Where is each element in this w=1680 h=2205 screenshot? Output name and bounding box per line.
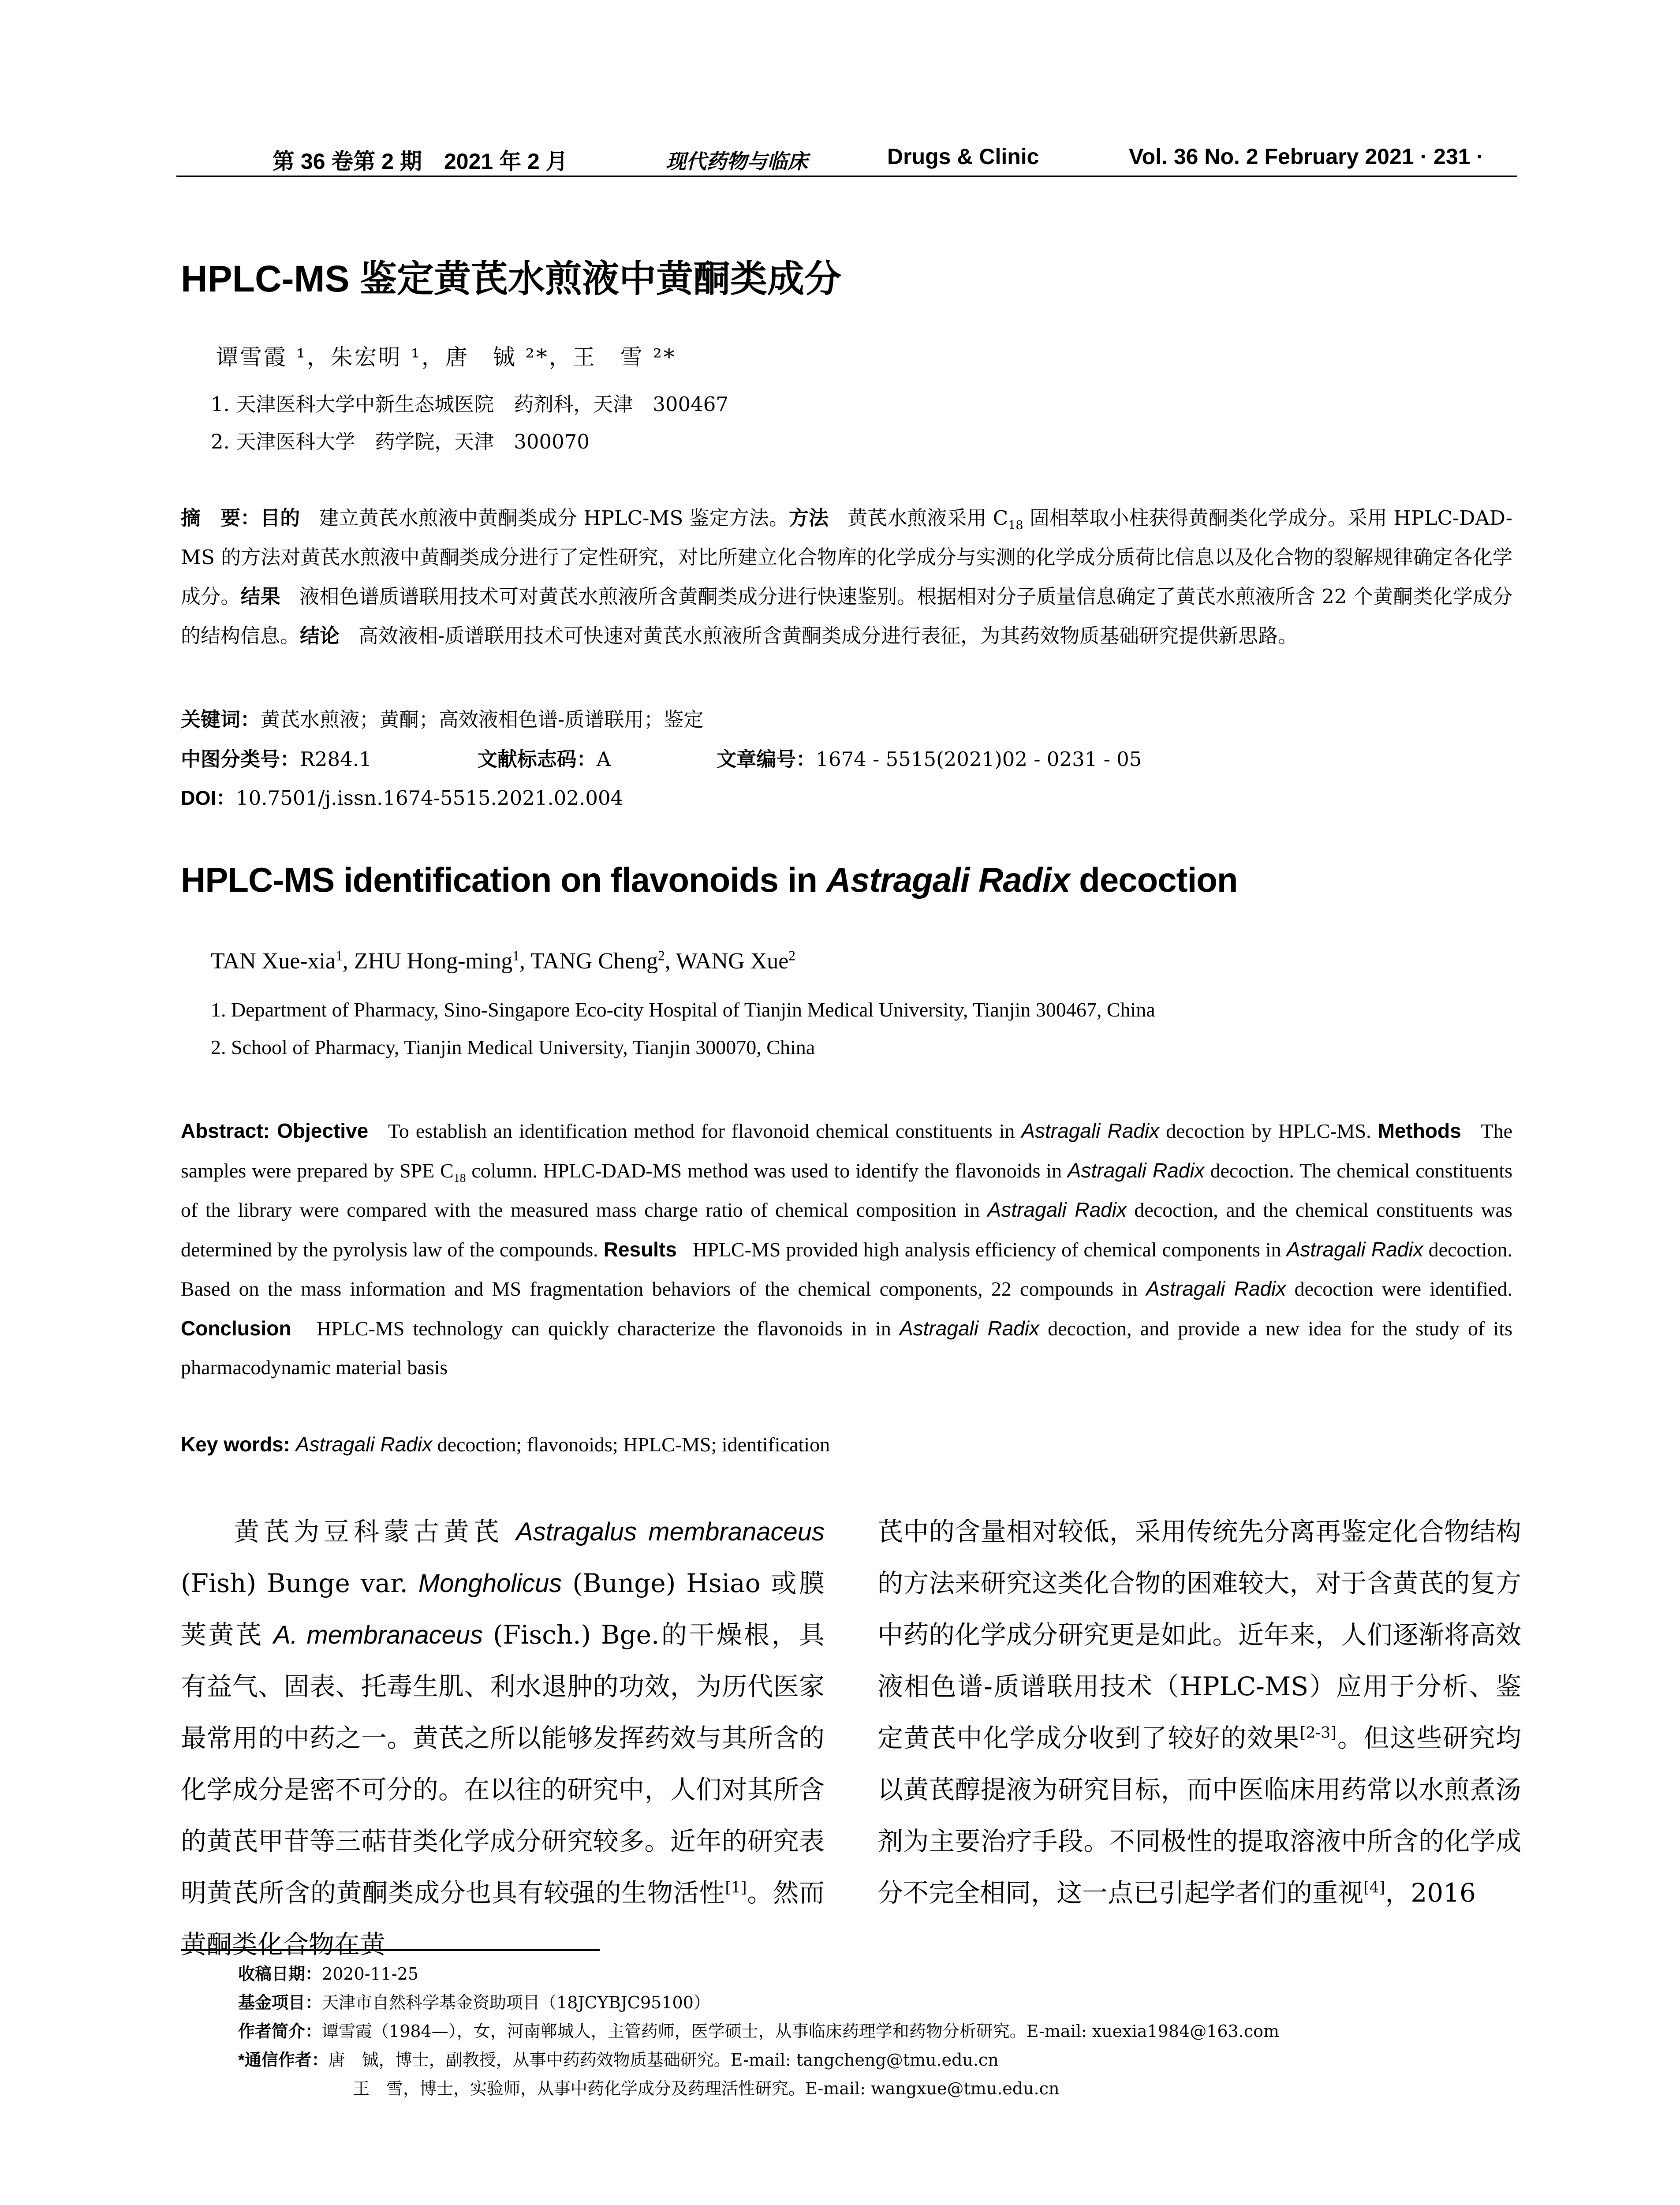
title-en-before: HPLC-MS identification on flavonoids in	[181, 860, 826, 899]
abstract-cn-label: 摘 要：	[181, 507, 261, 529]
results-en-text-c: decoction were identified.	[1286, 1278, 1512, 1300]
body-left-a: 黄芪为豆科蒙古黄芪	[234, 1517, 516, 1547]
footnote-received	[238, 1960, 418, 1984]
keywords-en-label: Key words:	[181, 1433, 296, 1456]
body-column-right	[877, 1506, 1521, 1919]
citation-2-3: [2-3]	[1299, 1724, 1337, 1742]
header-journal-cn: 现代药物与临床	[666, 149, 808, 173]
citation-1: [1]	[725, 1879, 747, 1897]
doi-value: 10.7501/j.issn.1674-5515.2021.02.004	[236, 786, 623, 810]
keywords-en-text: decoction; flavonoids; HPLC-MS; identification	[432, 1433, 830, 1456]
body-right-c: ，2016	[1385, 1878, 1476, 1908]
author-sep: ,	[519, 949, 531, 974]
header-journal-en: Drugs & Clinic	[887, 144, 1039, 169]
objective-en-label: Objective	[277, 1119, 369, 1142]
affiliation-en-1: 1. Department of Pharmacy, Sino-Singapore Eco-city Hospital of Tianjin Medical University, Tianjin 300467, China	[211, 998, 1155, 1021]
corresponding-label: *通信作者：	[238, 2051, 329, 2070]
clc-label: 中图分类号：	[181, 748, 300, 770]
author-en-2-sup: 1	[512, 948, 520, 964]
results-text: 液相色谱质谱联用技术可对黄芪水煎液所含黄酮类成分进行快速鉴别。根据相对分子质量信息确定了黄芪水煎液所含 22 个黄酮类化学成分的结构信息。	[181, 585, 1512, 647]
methods-text-b: 固相萃取小柱获得黄酮类化学成分。采用 HPLC-DAD-MS 的方法对黄芪水煎液中黄酮类成分进行了定性研究，对比所建立化合物库的化学成分与实测的化学成分质荷比信息以及化合物的裂解规律确定各化学成分。	[181, 506, 1512, 608]
herb-name: Astragali Radix	[1067, 1159, 1205, 1182]
methods-en-text-b: column. HPLC-DAD-MS method was used to identify the flavonoids in	[466, 1159, 1068, 1182]
body-left-b: (Fish) Bunge var.	[181, 1568, 418, 1598]
received-date: 2020-11-25	[322, 1964, 419, 1984]
methods-text-a: 黄芪水煎液采用 C	[847, 506, 1008, 530]
author-sep: ,	[665, 949, 676, 974]
author-bio-text: 谭雪霞（1984—），女，河南郸城人，主管药师，医学硕士，从事临床药理学和药物分析研究。E-mail: xuexia1984@163.com	[322, 2022, 1280, 2041]
conclusion-en-label: Conclusion	[181, 1316, 291, 1340]
herb-name: Astragali Radix	[900, 1316, 1040, 1340]
objective-en-text-b: decoction by HPLC-MS.	[1159, 1120, 1378, 1142]
keywords-en	[181, 1432, 830, 1456]
keywords-cn	[181, 703, 703, 732]
footnote-corresponding-2: 王 雪，博士，实验师，从事中药化学成分及药理活性研究。E-mail: wangxue@tmu.edu.cn	[353, 2079, 1060, 2098]
methods-en-text-a: The samples were prepared by SPE C	[181, 1120, 1512, 1182]
keywords-en-herb: Astragali Radix	[295, 1433, 433, 1456]
body-left-d: (Fisch.) Bge.的干燥根，具有益气、固表、托毒生肌、利水退肿的功效，为历代医家最常用的中药之一。黄芪之所以能够发挥药效与其所含的化学成分是密不可分的。在以往的研究中，人们对其所含的黄芪甲苷等三萜苷类化学成分研究较多。近年的研究表明黄芪所含的黄酮类成分也具有较强的生物活性	[181, 1620, 825, 1908]
header-volume: Vol. 36 No. 2 February 2021 · 231 ·	[1129, 144, 1484, 169]
clc-value: R284.1	[300, 747, 372, 771]
received-label: 收稿日期：	[238, 1965, 322, 1984]
author-en-3: TANG Cheng	[530, 949, 658, 974]
abstract-cn	[181, 498, 1512, 655]
footnote-author	[238, 2018, 1279, 2042]
results-en-text-b: decoction. Based on the mass information and MS fragmentation behaviors of the chemical components, 22 compounds in	[181, 1238, 1512, 1300]
abstract-en-label: Abstract:	[181, 1119, 277, 1142]
author-en-2: ZHU Hong-ming	[354, 949, 513, 974]
body-right-a: 芪中的含量相对较低，采用传统先分离再鉴定化合物结构的方法来研究这类化合物的困难较大，对于含黄芪的复方中药的化学成分研究更是如此。近年来，人们逐渐将高效液相色谱-质谱联用技术（HPLC-MS）应用于分析、鉴定黄芪中化学成分收到了较好的效果	[877, 1517, 1521, 1753]
fund-text: 天津市自然科学基金资助项目（18JCYBJC95100）	[322, 1993, 710, 2012]
doi-label: DOI：	[181, 787, 236, 809]
doi-line	[181, 782, 623, 811]
methods-en-text-d: decoction, and the chemical constituents was determined by the pyrolysis law of the compounds.	[181, 1199, 1512, 1261]
author-bio-label: 作者简介：	[238, 2022, 322, 2041]
affiliation-cn-1: 1. 天津医科大学中新生态城医院 药剂科，天津 300467	[211, 392, 729, 416]
affiliation-cn-2: 2. 天津医科大学 药学院，天津 300070	[211, 430, 590, 453]
footnote-rule	[181, 1949, 600, 1951]
author-en-1: TAN Xue-xia	[211, 949, 336, 974]
keywords-cn-label: 关键词：	[181, 708, 261, 731]
fund-label: 基金项目：	[238, 1994, 322, 2012]
title-en-italic: Astragali Radix	[826, 860, 1070, 899]
herb-name: Astragali Radix	[1286, 1237, 1423, 1261]
article-value: 1674 - 5515(2021)02 - 0231 - 05	[816, 747, 1142, 771]
conclusion-en-text-b: decoction, and provide a new idea for the study of its pharmacodynamic material basis	[181, 1317, 1512, 1379]
affiliation-en-2: 2. School of Pharmacy, Tianjin Medical University, Tianjin 300070, China	[211, 1036, 815, 1058]
keywords-cn-text: 黄芪水煎液；黄酮；高效液相色谱-质谱联用；鉴定	[260, 708, 704, 731]
title-cn: HPLC-MS 鉴定黄芪水煎液中黄酮类成分	[181, 258, 841, 299]
herb-name: Astragali Radix	[987, 1198, 1127, 1221]
conclusion-text: 高效液相-质谱联用技术可快速对黄芪水煎液所含黄酮类成分进行表征，为其药效物质基础研究提供新思路。	[358, 624, 1298, 647]
author-en-4-sup: 2	[788, 948, 795, 964]
corresponding-1: 唐 铖，博士，副教授，从事中药药效物质基础研究。E-mail: tangcheng@tmu.edu.cn	[328, 2050, 999, 2070]
results-label: 结果	[240, 585, 280, 608]
author-sep: ,	[342, 949, 354, 974]
body-right-b: 。但这些研究均以黄芪醇提液为研究目标，而中医临床用药常以水煎煮汤剂为主要治疗手段。不同极性的提取溶液中所含的化学成分不完全相同，这一点已引起学者们的重视	[877, 1723, 1521, 1908]
objective-en-text-a: To establish an identification method for flavonoid chemical constituents in	[388, 1120, 1022, 1142]
body-left-species-2: A. membranaceus	[273, 1621, 483, 1649]
body-left-variety: Mongholicus	[418, 1569, 562, 1598]
citation-4: [4]	[1363, 1879, 1385, 1897]
footnote-fund	[238, 1989, 710, 2013]
abstract-en	[181, 1111, 1512, 1387]
body-column-left	[181, 1506, 825, 1970]
conclusion-label: 结论	[300, 624, 340, 647]
conclusion-en-text-a: HPLC-MS technology can quickly characterize the flavonoids in in	[316, 1317, 900, 1340]
title-en	[181, 860, 1238, 900]
methods-label: 方法	[788, 507, 829, 529]
author-en-1-sup: 1	[336, 948, 343, 964]
herb-name: Astragali Radix	[1146, 1277, 1286, 1300]
article-label: 文章编号：	[717, 748, 816, 770]
body-left-c: (Bunge) Hsiao 或膜荚黄芪	[181, 1568, 825, 1650]
title-en-after: decoction	[1070, 860, 1238, 899]
methods-en-text-c: decoction. The chemical constituents of the library were compared with the measured mass charge ratio of chemical composition in	[181, 1159, 1513, 1221]
doc-value: A	[596, 747, 611, 771]
doc-label: 文献标志码：	[477, 748, 597, 770]
author-en-3-sup: 2	[658, 948, 665, 964]
results-en-label: Results	[603, 1237, 677, 1261]
body-left-species: Astragalus membranaceus	[516, 1517, 825, 1546]
authors-cn: 谭雪霞 ¹，朱宏明 ¹，唐 铖 ²*，王 雪 ²*	[216, 344, 676, 370]
results-en-text-a: HPLC-MS provided high analysis efficiency of chemical components in	[693, 1238, 1287, 1261]
methods-sub: 18	[1008, 519, 1023, 532]
footnote-corresponding	[238, 2046, 999, 2070]
header-issue: 第 36 卷第 2 期 2021 年 2 月	[273, 149, 568, 174]
herb-name: Astragali Radix	[1021, 1119, 1160, 1142]
classification-line	[181, 743, 1142, 772]
objective-text: 建立黄芪水煎液中黄酮类成分 HPLC-MS 鉴定方法。	[319, 506, 789, 530]
authors-en	[211, 948, 795, 974]
methods-en-label: Methods	[1378, 1119, 1461, 1142]
methods-en-sub: 18	[453, 1170, 466, 1185]
body-left-e: 。然而黄酮类化合物在黄	[181, 1878, 825, 1959]
objective-label: 目的	[260, 507, 300, 529]
author-en-4: WANG Xue	[676, 949, 789, 974]
running-header	[176, 140, 1517, 177]
